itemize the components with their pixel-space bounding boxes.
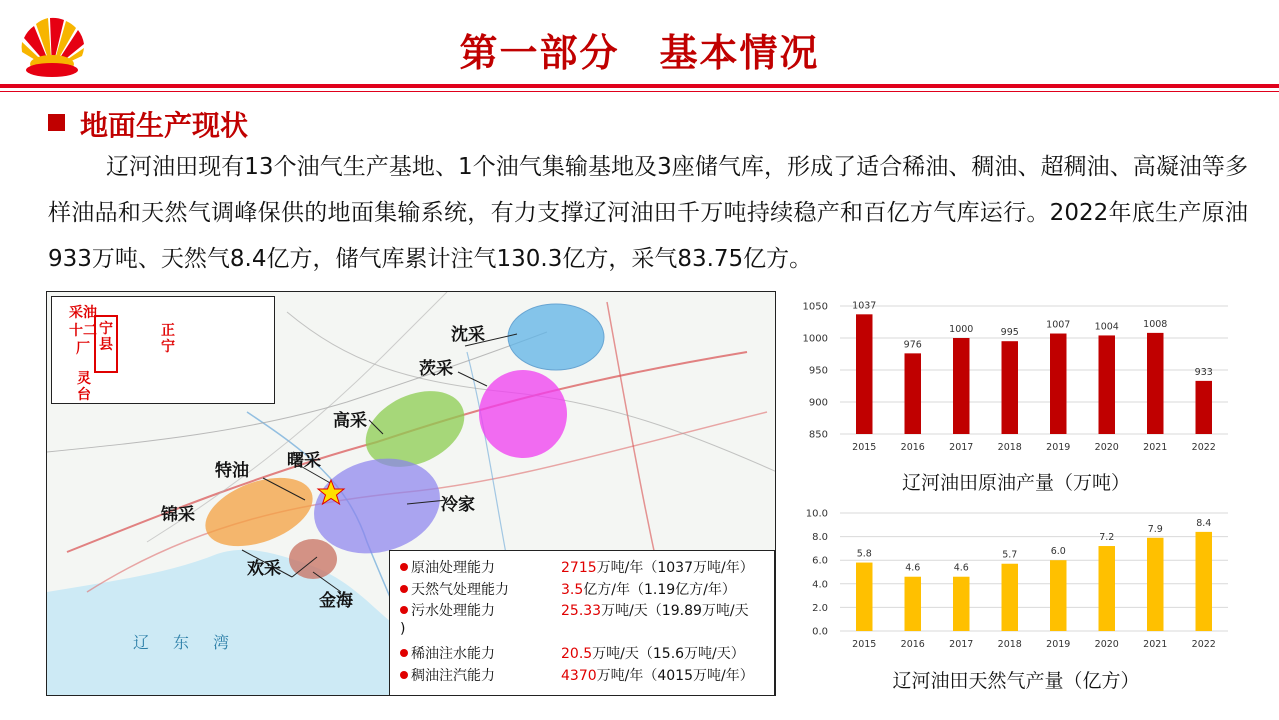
oilfield-map [46,291,776,696]
bar [1196,381,1212,434]
y-tick-label: 1050 [802,301,828,313]
x-tick-label: 2016 [900,442,925,453]
map-label-teyou: 特油 [215,461,249,481]
y-tick-label: 2.0 [812,602,828,614]
data-label: 4.6 [953,562,969,574]
map-label-jinhai: 金海 [319,591,353,611]
intro-paragraph: 辽河油田现有13个油气生产基地、1个油气集输基地及3座储气库，形成了适合稀油、稠油、超稠油、高凝油等多样油品和天然气调峰保供的地面集输系统，有力支撑辽河油田千万吨持续稳产和百亿方气库运行。2022年底生产原油933万吨、天然气8.4亿方，储气库累计注气130.3亿方，采气83.75亿方。 [48,154,1248,272]
map-label-dongsheng: 茨采 [419,359,453,379]
data-label: 7.9 [1147,523,1163,535]
y-tick-label: 8.0 [812,532,828,544]
legend-item: 天然气处理能力 3.5亿方/年（1.19亿方/年） [400,579,766,601]
map-label-shuguang: 曙采 [287,451,321,471]
bar [1099,335,1115,434]
data-label: 1004 [1094,321,1119,333]
x-tick-label: 2019 [1046,639,1071,650]
data-label: 933 [1194,366,1213,378]
bar [953,577,969,631]
title-divider [0,84,1279,88]
bar [1147,538,1163,631]
y-tick-label: 6.0 [812,555,828,567]
y-tick-label: 950 [808,365,828,377]
x-tick-label: 2017 [949,442,974,453]
map-label-huanxi: 欢采 [247,559,281,579]
data-label: 995 [1000,327,1019,339]
data-label: 1007 [1046,319,1071,331]
data-label: 1000 [949,324,974,335]
gas-production-chart [796,504,1236,660]
x-tick-label: 2022 [1191,639,1216,650]
data-label: 1037 [852,300,877,312]
y-tick-label: 1000 [802,333,828,345]
bar [905,353,921,434]
bar [1196,532,1212,631]
x-tick-label: 2018 [997,639,1022,650]
bullet-dot-icon [400,649,408,657]
oil-production-chart [796,296,1236,462]
inset-label-ningxian: 宁县 [99,321,113,353]
x-tick-label: 2016 [900,639,925,650]
inset-label-lingtai: 灵台 [77,371,91,403]
bar [1050,560,1066,631]
legend-item: 原油处理能力 2715万吨/年（1037万吨/年） [400,557,766,579]
data-label: 8.4 [1196,517,1212,529]
x-tick-label: 2015 [852,442,877,453]
oil-chart-caption: 辽河油田原油产量（万吨） [901,472,1130,494]
section-title: 地面生产现状 [80,109,249,142]
map-label-gaosheng: 高采 [333,411,367,431]
data-label: 4.6 [905,562,921,574]
bar [856,314,872,434]
data-label: 5.8 [856,548,872,560]
bar [953,338,969,434]
x-tick-label: 2017 [949,639,974,650]
x-tick-label: 2021 [1143,442,1168,453]
inset-label-plant-12-mid: 十二 [69,323,97,339]
section-bullet-square-icon [48,114,65,131]
legend-item: 稠油注汽能力 4370万吨/年（4015万吨/年） [400,665,766,687]
y-tick-label: 900 [808,397,828,409]
inset-map [51,296,275,404]
region-dongsheng [463,354,583,474]
bar [905,577,921,631]
data-label: 7.2 [1099,532,1115,544]
x-tick-label: 2020 [1094,442,1119,453]
data-label: 976 [903,339,922,351]
map-label-bay: 辽 东 湾 [133,633,234,652]
y-tick-label: 0.0 [812,626,828,638]
x-tick-label: 2020 [1094,639,1119,650]
title-divider-thin [0,91,1279,92]
capacity-legend [389,550,775,696]
page-title: 第一部分 基本情况 [459,31,820,75]
bullet-dot-icon [400,671,408,679]
bar [1099,546,1115,631]
bar [1002,341,1018,434]
data-label: 5.7 [1002,549,1018,561]
x-tick-label: 2019 [1046,442,1071,453]
bar [1050,334,1066,434]
x-tick-label: 2021 [1143,639,1168,650]
region-shenyang [508,304,604,370]
inset-label-plant-12-top: 采油 [69,305,97,321]
y-tick-label: 4.0 [812,579,828,591]
inset-label-zhengning: 正宁 [161,323,175,355]
data-label: 1008 [1143,318,1168,330]
bullet-dot-icon [400,563,408,571]
map-label-lengjia: 冷家 [441,495,475,515]
data-label: 6.0 [1050,546,1066,558]
map-label-jinzhou: 锦采 [161,505,195,525]
x-tick-label: 2018 [997,442,1022,453]
y-tick-label: 10.0 [805,508,828,520]
x-tick-label: 2015 [852,639,877,650]
x-tick-label: 2022 [1191,442,1216,453]
inset-label-plant-12-bot: 厂 [76,341,90,357]
legend-item: 稀油注水能力 20.5万吨/天（15.6万吨/天） [400,643,766,665]
bar [1002,564,1018,631]
y-tick-label: 850 [808,429,828,441]
bar [1147,333,1163,434]
gas-chart-caption: 辽河油田天然气产量（亿方） [892,670,1140,692]
bullet-dot-icon [400,606,408,614]
legend-item: 污水处理能力 25.33万吨/天（19.89万吨/天 [400,601,766,621]
map-label-shenyang: 沈采 [451,325,485,345]
bar [856,563,872,631]
legend-item-wrap: ) [400,621,406,637]
bullet-dot-icon [400,585,408,593]
